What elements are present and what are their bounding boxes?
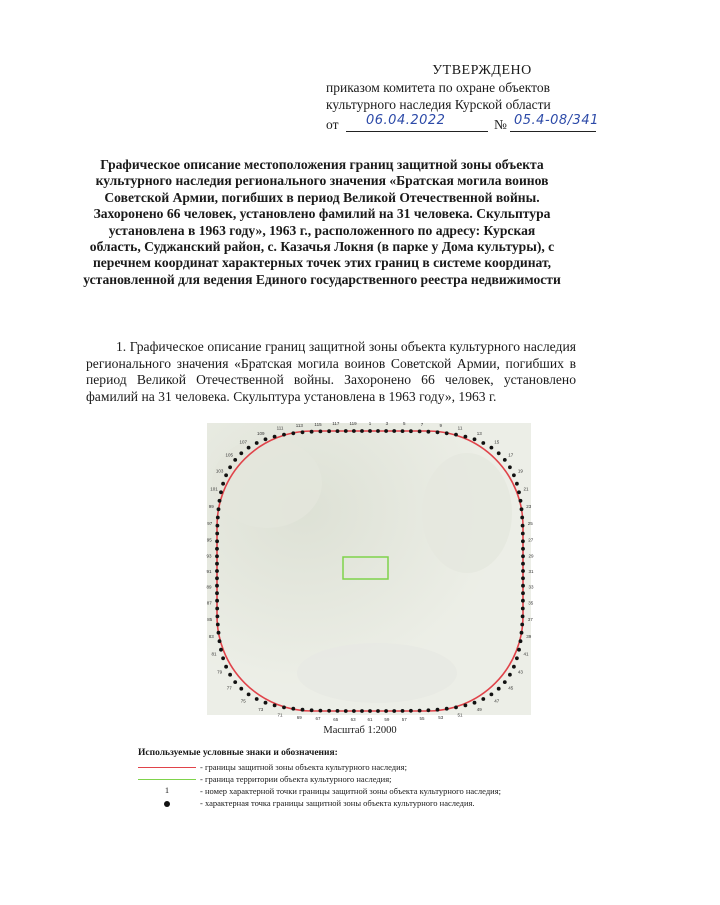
characteristic-point (352, 429, 356, 433)
characteristic-point (310, 430, 314, 434)
point-number-label: 19 (517, 468, 523, 474)
point-number-label: 15 (494, 439, 500, 445)
characteristic-point (368, 429, 372, 433)
point-number-label: 73 (258, 707, 264, 713)
legend-text: - характерная точка границы защитной зоны объекта культурного наследия. (200, 798, 475, 808)
characteristic-point (215, 591, 219, 595)
characteristic-point (521, 584, 525, 588)
characteristic-point (360, 429, 364, 433)
characteristic-point (401, 429, 405, 433)
legend-text: - границы защитной зоны объекта культурного наследия; (200, 762, 407, 772)
point-number-label: 103 (215, 468, 224, 474)
characteristic-point (216, 623, 220, 627)
characteristic-point (233, 680, 237, 684)
characteristic-point (217, 507, 221, 511)
characteristic-point (521, 576, 525, 580)
legend-text: - граница территории объекта культурного наследия; (200, 774, 392, 784)
point-number-label: 13 (476, 430, 482, 436)
characteristic-point (503, 458, 507, 462)
characteristic-point (512, 665, 516, 669)
characteristic-point (301, 708, 305, 712)
characteristic-point (515, 656, 519, 660)
point-number-label: 31 (528, 569, 534, 574)
approval-block (312, 62, 612, 132)
characteristic-point (490, 693, 494, 697)
point-number-label: 85 (207, 616, 213, 622)
date-underline (346, 131, 488, 132)
point-number-label: 17 (508, 452, 514, 458)
characteristic-point (217, 631, 221, 635)
characteristic-point (376, 709, 380, 713)
characteristic-point (216, 516, 220, 520)
characteristic-point (454, 433, 458, 437)
point-number-label: 119 (349, 421, 357, 426)
protection-zone-map (206, 421, 534, 722)
characteristic-point (327, 709, 331, 713)
characteristic-point (247, 693, 251, 697)
characteristic-point (521, 532, 525, 536)
characteristic-point (445, 431, 449, 435)
point-number-label: 99 (208, 504, 214, 509)
point-number-label: 107 (239, 439, 247, 445)
green-line-symbol (138, 779, 196, 780)
characteristic-point (215, 562, 219, 566)
point-number-label: 109 (257, 430, 265, 436)
characteristic-point (521, 554, 525, 558)
characteristic-point (490, 446, 494, 450)
point-number-label: 11 (457, 425, 463, 431)
characteristic-point (384, 429, 388, 433)
characteristic-point (512, 473, 516, 477)
characteristic-point (521, 607, 525, 611)
characteristic-point (436, 708, 440, 712)
from-label: от (326, 117, 339, 132)
characteristic-point (418, 709, 422, 713)
characteristic-point (520, 631, 524, 635)
terrain-patch (297, 643, 457, 703)
point-dot-symbol (138, 799, 196, 809)
point-number-label: 81 (211, 651, 217, 657)
characteristic-point (409, 709, 413, 713)
characteristic-point (368, 709, 372, 713)
characteristic-point (521, 569, 525, 573)
characteristic-point (215, 547, 219, 551)
point-number-label: 113 (295, 423, 303, 428)
characteristic-point (376, 429, 380, 433)
legend-item-point (138, 798, 558, 810)
point-number-label: 69 (296, 715, 302, 720)
point-number-label: 71 (277, 712, 283, 718)
point-number-label: 75 (240, 698, 246, 704)
characteristic-point (255, 697, 259, 701)
point-number-label: 59 (384, 717, 390, 722)
characteristic-point (319, 709, 323, 713)
point-number-label: 53 (438, 715, 444, 720)
characteristic-point (255, 441, 259, 445)
characteristic-point (264, 701, 268, 705)
characteristic-point (219, 490, 223, 494)
characteristic-point (445, 707, 449, 711)
characteristic-point (221, 482, 225, 486)
characteristic-point (481, 441, 485, 445)
characteristic-point (319, 430, 323, 434)
characteristic-point (216, 524, 220, 528)
characteristic-point (508, 673, 512, 677)
characteristic-point (215, 554, 219, 558)
characteristic-point (519, 639, 523, 643)
characteristic-point (344, 429, 348, 433)
point-number-label: 111 (276, 425, 284, 431)
point-number-label: 39 (526, 634, 532, 639)
characteristic-point (218, 639, 222, 643)
characteristic-point (464, 704, 468, 708)
point-number-label: 97 (207, 521, 213, 527)
point-number-label: 35 (528, 600, 534, 606)
characteristic-point (247, 446, 251, 450)
point-number-label: 67 (315, 716, 321, 722)
point-number-label: 117 (332, 421, 340, 427)
characteristic-point (239, 451, 243, 455)
legend-title: Используемые условные знаки и обозначения: (138, 748, 338, 758)
number-underline (510, 131, 596, 132)
point-number-label: 79 (217, 669, 223, 675)
characteristic-point (409, 429, 413, 433)
characteristic-point (436, 430, 440, 434)
point-number-label: 3 (385, 421, 389, 426)
characteristic-point (218, 499, 222, 503)
characteristic-point (517, 490, 521, 494)
characteristic-point (473, 437, 477, 441)
approval-date: 06.04.2022 (366, 113, 446, 128)
red-line-symbol (138, 767, 196, 768)
characteristic-point (336, 709, 340, 713)
characteristic-point (273, 435, 277, 439)
point-number-label: 89 (206, 584, 212, 590)
characteristic-point (224, 473, 228, 477)
characteristic-point (360, 709, 364, 713)
point-number-label: 93 (206, 553, 212, 559)
characteristic-point (517, 648, 521, 652)
characteristic-point (221, 656, 225, 660)
characteristic-point (392, 709, 396, 713)
characteristic-point (520, 516, 524, 520)
point-number-label: 65 (333, 716, 339, 722)
characteristic-point (508, 465, 512, 469)
characteristic-point (521, 539, 525, 543)
point-number-label: 51 (457, 712, 463, 718)
characteristic-point (521, 524, 525, 528)
point-number-label: 27 (528, 537, 534, 543)
point-number-label: 23 (526, 504, 532, 509)
characteristic-point (344, 709, 348, 713)
characteristic-point (215, 584, 219, 588)
point-number-label: 45 (508, 685, 514, 691)
point-number-label: 115 (314, 421, 322, 427)
map-scale: Масштаб 1:2000 (323, 725, 397, 736)
characteristic-point (503, 680, 507, 684)
map-svg (206, 421, 534, 722)
terrain-patch (212, 438, 322, 528)
characteristic-point (427, 708, 431, 712)
characteristic-point (384, 709, 388, 713)
characteristic-point (520, 623, 524, 627)
characteristic-point (291, 707, 295, 711)
characteristic-point (427, 430, 431, 434)
legend-text: - номер характерной точки границы защитной зоны объекта культурного наследия; (200, 786, 501, 796)
point-number-label: 1 (368, 421, 372, 426)
point-number-label: 43 (517, 669, 523, 675)
characteristic-point (497, 687, 501, 691)
approval-order-line-2: культурного наследия Курской области (326, 97, 551, 112)
legend-item-territory (138, 774, 558, 786)
point-number-label: 21 (523, 486, 529, 492)
point-number-label: 37 (527, 616, 533, 622)
point-number-label: 61 (367, 717, 373, 722)
characteristic-point (464, 435, 468, 439)
point-number-label: 91 (206, 569, 212, 574)
characteristic-point (454, 706, 458, 710)
point-number-label: 5 (402, 421, 406, 427)
characteristic-point (473, 701, 477, 705)
point-number-label: 29 (528, 553, 534, 559)
point-number-label: 41 (523, 651, 529, 657)
characteristic-point (352, 709, 356, 713)
legend-item-point-number (138, 786, 558, 798)
characteristic-point (224, 665, 228, 669)
characteristic-point (418, 430, 422, 434)
characteristic-point (239, 687, 243, 691)
point-number-label: 25 (527, 521, 533, 527)
characteristic-point (219, 648, 223, 652)
characteristic-point (392, 429, 396, 433)
characteristic-point (401, 709, 405, 713)
characteristic-point (215, 532, 219, 536)
point-number-label: 87 (206, 600, 212, 606)
characteristic-point (233, 458, 237, 462)
approval-number: 05.4-08/341 (514, 113, 599, 128)
characteristic-point (519, 499, 523, 503)
characteristic-point (215, 607, 219, 611)
point-number-label: 101 (210, 486, 218, 492)
terrain-patch (422, 453, 512, 573)
characteristic-point (282, 706, 286, 710)
point-number-label: 57 (401, 716, 407, 722)
point-number-label: 47 (494, 698, 500, 704)
legend-item-boundary (138, 762, 558, 774)
characteristic-point (216, 615, 220, 619)
characteristic-point (264, 437, 268, 441)
characteristic-point (520, 507, 524, 511)
point-number-label: 55 (419, 716, 425, 722)
characteristic-point (215, 539, 219, 543)
legend (138, 748, 558, 810)
characteristic-point (291, 431, 295, 435)
characteristic-point (521, 615, 525, 619)
point-number-label: 77 (226, 685, 232, 691)
characteristic-point (336, 429, 340, 433)
characteristic-point (215, 576, 219, 580)
characteristic-point (273, 704, 277, 708)
point-number-label: 105 (225, 452, 233, 458)
characteristic-point (481, 697, 485, 701)
point-number-label: 95 (206, 537, 212, 543)
characteristic-point (282, 433, 286, 437)
characteristic-point (521, 591, 525, 595)
point-number-label: 9 (439, 423, 442, 428)
point-dot-icon (164, 801, 170, 807)
approval-date-number-row (326, 114, 626, 136)
characteristic-point (215, 599, 219, 603)
characteristic-point (215, 569, 219, 573)
number-label: № (494, 117, 507, 132)
characteristic-point (521, 599, 525, 603)
point-number-label: 83 (208, 634, 214, 639)
characteristic-point (521, 547, 525, 551)
characteristic-point (327, 429, 331, 433)
characteristic-point (515, 482, 519, 486)
point-number-label: 49 (476, 707, 482, 713)
description-paragraph: 1. Графическое описание границ защитной зоны объекта культурного наследия регионального значения «Братская могила воинов Советской Армии, погибших в период Великой Отечественной войны. Захоронено 66 человек, установлено фамилий на 31 человека. Скульптура установлена в 1963 году», 1963 г. (86, 339, 576, 404)
characteristic-point (521, 562, 525, 566)
characteristic-point (228, 465, 232, 469)
point-number-symbol: 1 (164, 785, 170, 795)
characteristic-point (228, 673, 232, 677)
approval-order-line-1: приказом комитета по охране объектов (326, 80, 550, 95)
point-number-label: 63 (350, 717, 356, 722)
document-title: Графическое описание местоположения границ защитной зоны объекта культурного наследия регионального значения «Братская могила воинов Советской Армии, погибших в период Великой Отечественной войны. Захоронено 66 человек, установлено фамилий на 31 человека. Скульптура установлена в 1963 году», 1963 г., расположенного по адресу: Курская область, Суджанский район, с. Казачья Локня (в парке у Дома культуры), с перечнем координат характерных точек этих границ в системе координат, установленной для ведения Единого государственного реестра недвижимости (83, 157, 561, 287)
point-number-label: 33 (528, 584, 534, 590)
characteristic-point (310, 708, 314, 712)
characteristic-point (301, 430, 305, 434)
approval-heading: УТВЕРЖДЕНО (432, 63, 532, 78)
point-number-label: 7 (420, 421, 424, 427)
characteristic-point (497, 451, 501, 455)
